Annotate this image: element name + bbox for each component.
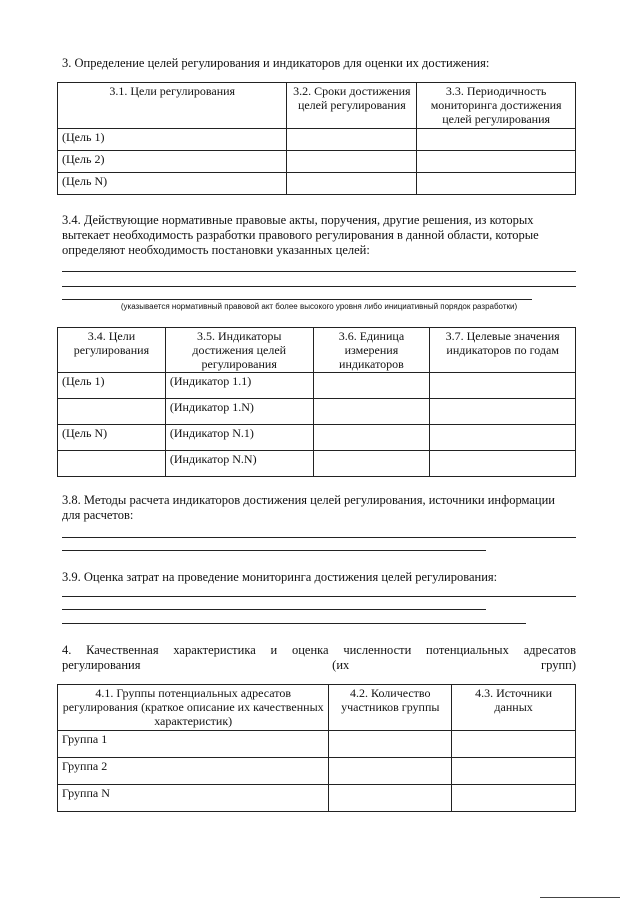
fill-line[interactable] bbox=[62, 550, 486, 551]
source-cell[interactable] bbox=[452, 785, 576, 812]
term-cell[interactable] bbox=[287, 173, 417, 195]
term-cell[interactable] bbox=[287, 151, 417, 173]
section-3-8-text: 3.8. Методы расчета индикаторов достижения целей регулирования, источники информации для расчетов: bbox=[62, 493, 555, 522]
section-3-heading: 3. Определение целей регулирования и индикаторов для оценки их достижения: bbox=[62, 56, 490, 70]
goals-header-2: 3.2. Сроки достижения целей регулирования bbox=[287, 83, 417, 129]
table-row bbox=[58, 731, 576, 758]
goal-cell bbox=[58, 451, 166, 477]
goal-cell: (Цель 2) bbox=[58, 151, 287, 173]
footer-line bbox=[540, 897, 620, 898]
target-cell[interactable] bbox=[430, 399, 576, 425]
source-cell[interactable] bbox=[452, 758, 576, 785]
target-cell[interactable] bbox=[430, 451, 576, 477]
fill-line[interactable] bbox=[62, 623, 526, 624]
section-3-4-note: (указывается нормативный правовой акт более высокого уровня либо инициативный порядок разработки) bbox=[120, 302, 518, 311]
group-cell: Группа 2 bbox=[58, 758, 329, 785]
fill-line[interactable] bbox=[62, 286, 576, 287]
indicators-table bbox=[57, 327, 576, 477]
fill-line[interactable] bbox=[62, 537, 576, 538]
unit-cell[interactable] bbox=[313, 399, 430, 425]
count-cell[interactable] bbox=[329, 785, 452, 812]
table-row bbox=[58, 399, 576, 425]
count-cell[interactable] bbox=[329, 731, 452, 758]
goal-cell: (Цель N) bbox=[58, 425, 166, 451]
section-3-4-text: 3.4. Действующие нормативные правовые акты, поручения, другие решения, из которых вытекает необходимость разработки правового регулирования в данной области, которые определяют необходимость постановки указанных целей: bbox=[62, 213, 539, 257]
table-row bbox=[58, 129, 576, 151]
groups-header-2: 4.2. Количество участников группы bbox=[329, 685, 452, 731]
goal-cell: (Цель N) bbox=[58, 173, 287, 195]
period-cell[interactable] bbox=[417, 173, 576, 195]
groups-table bbox=[57, 684, 576, 812]
table-row bbox=[58, 173, 576, 195]
table-row bbox=[58, 373, 576, 399]
target-cell[interactable] bbox=[430, 373, 576, 399]
ind-header-4: 3.7. Целевые значения индикаторов по годам bbox=[430, 328, 576, 373]
count-cell[interactable] bbox=[329, 758, 452, 785]
table-row bbox=[58, 425, 576, 451]
groups-header-1: 4.1. Группы потенциальных адресатов регулирования (краткое описание их качественных характеристик) bbox=[58, 685, 329, 731]
group-cell: Группа 1 bbox=[58, 731, 329, 758]
fill-line[interactable] bbox=[62, 609, 486, 610]
ind-header-3: 3.6. Единица измерения индикаторов bbox=[313, 328, 430, 373]
group-cell: Группа N bbox=[58, 785, 329, 812]
table-row bbox=[58, 451, 576, 477]
goals-table bbox=[57, 82, 576, 195]
unit-cell[interactable] bbox=[313, 451, 430, 477]
fill-line[interactable] bbox=[62, 299, 532, 300]
goals-header-3: 3.3. Периодичность мониторинга достижения целей регулирования bbox=[417, 83, 576, 129]
period-cell[interactable] bbox=[417, 129, 576, 151]
goal-cell bbox=[58, 399, 166, 425]
source-cell[interactable] bbox=[452, 731, 576, 758]
fill-line[interactable] bbox=[62, 271, 576, 272]
section-3-9-text: 3.9. Оценка затрат на проведение мониторинга достижения целей регулирования: bbox=[62, 570, 498, 584]
indicator-cell: (Индикатор 1.1) bbox=[165, 373, 313, 399]
table-row bbox=[58, 151, 576, 173]
goal-cell: (Цель 1) bbox=[58, 373, 166, 399]
goals-header-1: 3.1. Цели регулирования bbox=[58, 83, 287, 129]
target-cell[interactable] bbox=[430, 425, 576, 451]
table-row bbox=[58, 758, 576, 785]
indicator-cell: (Индикатор 1.N) bbox=[165, 399, 313, 425]
unit-cell[interactable] bbox=[313, 373, 430, 399]
ind-header-1: 3.4. Цели регулирования bbox=[58, 328, 166, 373]
term-cell[interactable] bbox=[287, 129, 417, 151]
ind-header-2: 3.5. Индикаторы достижения целей регулирования bbox=[165, 328, 313, 373]
period-cell[interactable] bbox=[417, 151, 576, 173]
unit-cell[interactable] bbox=[313, 425, 430, 451]
fill-line[interactable] bbox=[62, 596, 576, 597]
indicator-cell: (Индикатор N.N) bbox=[165, 451, 313, 477]
indicator-cell: (Индикатор N.1) bbox=[165, 425, 313, 451]
section-4-heading: 4. Качественная характеристика и оценка численности потенциальных адресатов регулирования (их групп) bbox=[62, 643, 576, 672]
groups-header-3: 4.3. Источники данных bbox=[452, 685, 576, 731]
goal-cell: (Цель 1) bbox=[58, 129, 287, 151]
table-row bbox=[58, 785, 576, 812]
